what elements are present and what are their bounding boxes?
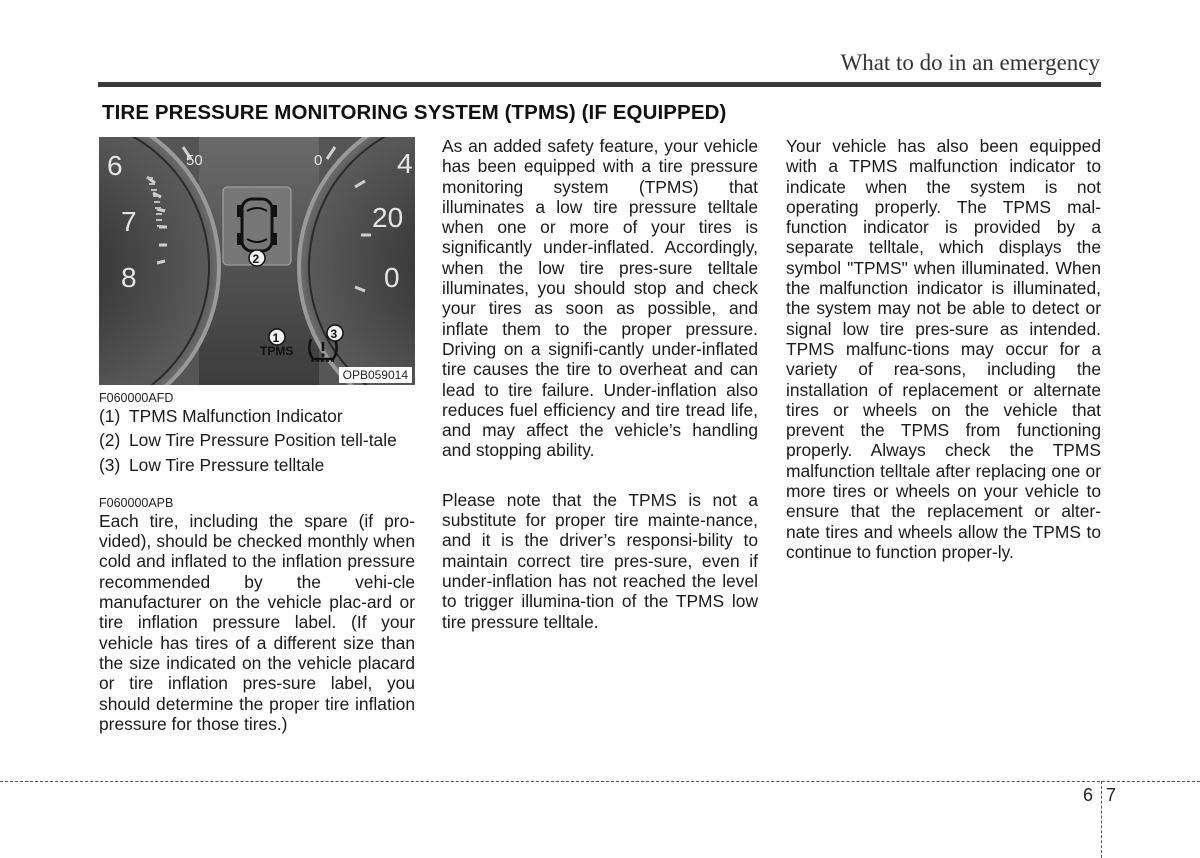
chapter-title: What to do in an emergency xyxy=(840,50,1100,75)
footer-rule xyxy=(0,781,1200,782)
body-paragraph: Your vehicle has also been equipped with a TPMS malfunction indicator to indicate when the system is not operating properly. The TPMS mal-function indicator is provided by a separate telltale, which displays the symbol "TPMS" when illuminated. When the malfunction indicator is illuminated, the system may not be able to detect or signal low tire pres-sure as intended. TPMS malfunc-tions may occur for a variety of rea-sons, including the installation of replacement or alternate tires or wheels on the vehicle that prevent the TPMS from functioning properly. Always check the TPMS malfunction telltale after replacing one or more tires or wheels on your vehicle to ensure that the replacement or alter-nate tires and wheels allow the TPMS to continue to function proper-ly. xyxy=(786,136,1101,562)
svg-text:3: 3 xyxy=(330,327,338,341)
callout-1 xyxy=(269,329,285,345)
gauge-number-8: 8 xyxy=(121,262,137,293)
tpms-indicator-label: TPMS xyxy=(260,344,294,358)
section-title: TIRE PRESSURE MONITORING SYSTEM (TPMS) (IF EQUIPPED) xyxy=(102,101,727,124)
body-paragraph: Each tire, including the spare (if pro-vided), should be checked monthly when cold and inflated to the inflation pressure recommended by the vehi-cle manufacturer on the vehicle plac-ard or tire inflation pressure label. (If your vehicle has tires of a different size than the size indicated on the vehicle placard or tire inflation pres-sure label, you should determine the proper tire inflation pressure for those tires.) xyxy=(99,510,415,734)
instrument-cluster-illustration xyxy=(99,137,415,385)
legend-item xyxy=(99,406,415,426)
legend-number: (1) xyxy=(99,406,121,426)
gauge-number-0-small: 0 xyxy=(314,152,323,169)
legend-text: Low Tire Pressure telltale xyxy=(129,454,325,475)
page-divider xyxy=(1101,781,1102,858)
chapter-number: 6 xyxy=(1083,785,1094,805)
legend-item xyxy=(99,430,415,450)
gauge-number-6: 6 xyxy=(107,150,123,181)
body-paragraph: Please note that the TPMS is not a substitute for proper tire mainte-nance, and it is the driver’s responsi-bility to maintain correct tire pres-sure, even if under-inflation has not reached the level to trigger illumina-tion of the TPMS low tire pressure telltale. xyxy=(442,489,758,632)
column-1 xyxy=(99,390,415,734)
body-paragraph: As an added safety feature, your vehicle has been equipped with a tire pressure monitoring system (TPMS) that illuminates a low tire pressure telltale when one or more of your tires is significantly under-inflated. Accordingly, when the low tire pres-sure telltale illuminates, you should stop and check your tires as soon as possible, and inflate them to the proper pressure. Driving on a signifi-cantly under-inflated tire causes the tire to overheat and can lead to tire failure. Under-inflation also reduces fuel efficiency and tire tread life, and may affect the vehicle’s handling and stopping ability. xyxy=(442,136,758,461)
tpms-instrument-figure xyxy=(99,137,415,385)
column-2 xyxy=(442,136,758,632)
legend-item xyxy=(99,455,415,475)
gauge-number-20: 20 xyxy=(372,202,404,233)
gauge-number-0: 0 xyxy=(384,262,400,293)
figure-image-code: OPB059014 xyxy=(339,367,412,383)
svg-text:1: 1 xyxy=(272,331,280,345)
legend-number: (3) xyxy=(99,454,121,475)
callout-2 xyxy=(249,250,265,266)
legend-text: TPMS Malfunction Indicator xyxy=(129,406,343,426)
header-rule xyxy=(98,82,1101,87)
page-number: 7 xyxy=(1106,785,1117,805)
callout-3 xyxy=(327,325,343,341)
legend-number: (2) xyxy=(99,430,121,451)
reference-code: F060000AFD xyxy=(99,391,174,405)
gauge-number-4: 4 xyxy=(397,148,413,179)
column-3 xyxy=(786,136,1101,562)
legend-text: Low Tire Pressure Position tell-tale xyxy=(129,430,397,451)
svg-text:2: 2 xyxy=(252,252,260,266)
gauge-number-7: 7 xyxy=(121,206,137,237)
gauge-number-50: 50 xyxy=(186,152,203,169)
reference-code: F060000APB xyxy=(99,495,174,510)
